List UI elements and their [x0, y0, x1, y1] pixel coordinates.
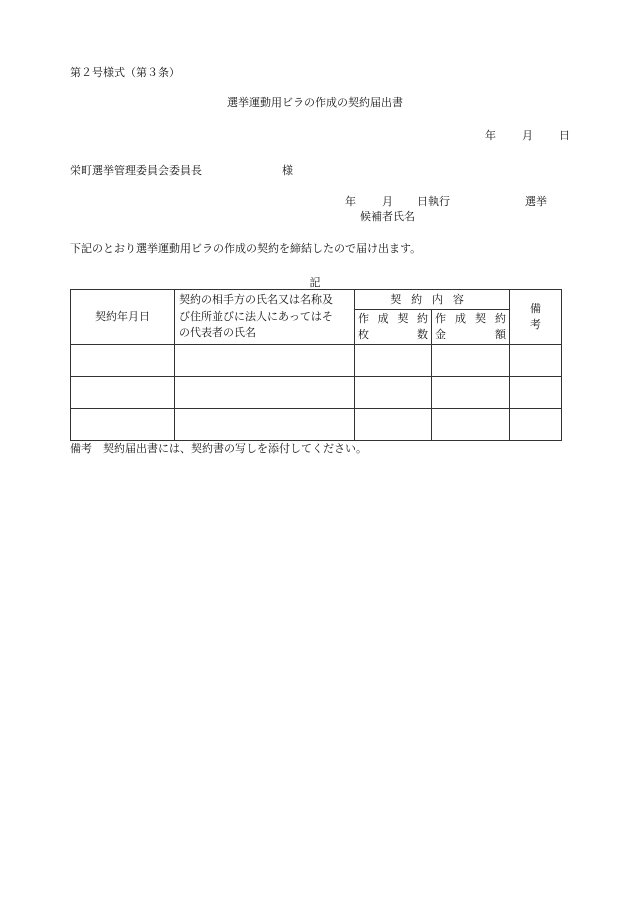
header-char: 契 [397, 312, 409, 326]
cell-remarks[interactable] [510, 377, 562, 409]
header-contract-amount [432, 310, 510, 345]
candidate-name-label: 候補者氏名 [360, 210, 415, 223]
cell-amount[interactable] [432, 345, 510, 377]
date-month-label: 月 [522, 129, 533, 142]
ki-heading: 記 [309, 276, 321, 289]
header-char: 成 [377, 312, 389, 326]
election-month-label: 月 [382, 195, 393, 208]
partner-header-line: 契約の相手方の氏名又は名称及 [179, 293, 333, 307]
cell-count[interactable] [355, 377, 432, 409]
header-char: 成 [455, 312, 466, 326]
header-char: 契 [475, 312, 486, 326]
header-remarks: 備考 [510, 290, 562, 345]
remarks-note: 備考 契約届出書には、契約書の写しを添付してください。 [70, 442, 367, 455]
header-contract-content: 契約内容 [355, 290, 510, 310]
header-contract-partner [175, 290, 355, 345]
document-title: 選挙運動用ビラの作成の契約届出書 [227, 96, 403, 109]
cell-amount[interactable] [432, 409, 510, 441]
table-header-row [71, 290, 562, 310]
header-char: 枚 [358, 328, 369, 341]
cell-count[interactable] [355, 409, 432, 441]
election-year-label: 年 [345, 195, 356, 208]
addressee-suffix: 様 [282, 164, 293, 177]
header-char: 金 [435, 328, 446, 341]
cell-remarks[interactable] [510, 409, 562, 441]
header-char: 約 [416, 312, 428, 326]
election-label: 選挙 [525, 195, 547, 208]
cell-partner[interactable] [175, 409, 355, 441]
date-day-label: 日 [559, 129, 570, 142]
partner-header-line: の代表者の氏名 [179, 326, 256, 340]
cell-partner[interactable] [175, 377, 355, 409]
cell-contract-date[interactable] [71, 377, 175, 409]
cell-count[interactable] [355, 345, 432, 377]
header-char: 作 [435, 312, 446, 326]
election-execution-label: 日執行 [417, 195, 450, 208]
header-contract-date: 契約年月日 [71, 290, 175, 345]
date-year-label: 年 [485, 129, 496, 142]
cell-contract-date[interactable] [71, 345, 175, 377]
cell-amount[interactable] [432, 377, 510, 409]
contract-table [70, 289, 562, 441]
form-number: 第２号様式（第３条） [70, 66, 180, 79]
table-row [71, 409, 562, 441]
cell-remarks[interactable] [510, 345, 562, 377]
cell-contract-date[interactable] [71, 409, 175, 441]
statement-text: 下記のとおり選挙運動用ビラの作成の契約を締結したので届け出ます。 [70, 242, 422, 255]
partner-header-line: び住所並びに法人にあってはそ [179, 309, 333, 323]
header-char: 作 [358, 312, 369, 326]
election-date [345, 196, 450, 207]
header-char: 数 [417, 328, 428, 341]
table-row [71, 345, 562, 377]
header-char: 額 [495, 328, 507, 341]
cell-partner[interactable] [175, 345, 355, 377]
submission-date [485, 130, 570, 141]
table-row [71, 377, 562, 409]
header-contract-count [355, 310, 432, 345]
header-char: 約 [495, 312, 506, 326]
addressee-name: 栄町選挙管理委員会委員長 [70, 164, 202, 177]
